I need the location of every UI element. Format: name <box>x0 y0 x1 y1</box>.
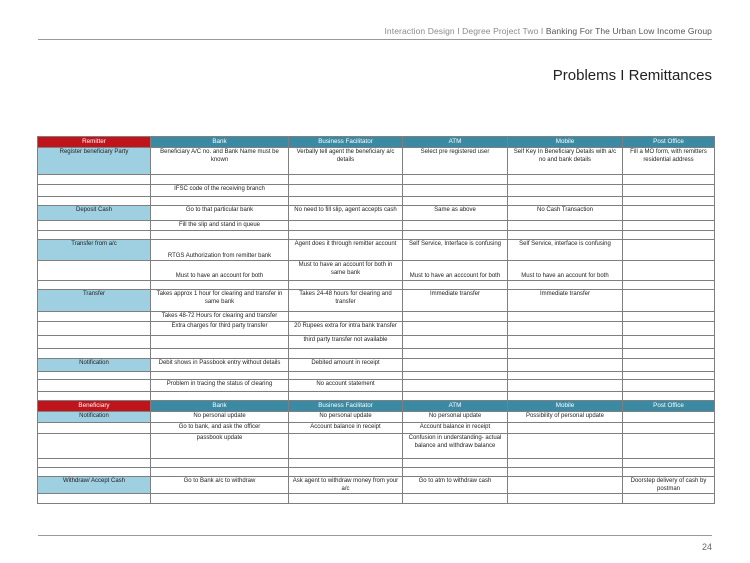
cell-bank: Must to have an account for both <box>151 261 289 281</box>
page-number: 24 <box>701 542 712 552</box>
page-title: Problems I Remittances <box>552 67 712 84</box>
table-row <box>38 423 715 434</box>
cell-mobile <box>508 175 623 185</box>
cell-business-facilitator: Debited amount in receipt <box>289 359 403 372</box>
header-text <box>384 26 712 36</box>
remitter-header-post-office: Post Office <box>623 137 715 148</box>
cell-category: Notification <box>38 359 151 372</box>
cell-atm <box>403 197 508 206</box>
cell-business-facilitator <box>289 494 403 504</box>
cell-atm <box>403 349 508 359</box>
cell-atm: Account balance in receipt <box>403 423 508 434</box>
cell-business-facilitator <box>289 281 403 290</box>
table-row <box>38 392 715 401</box>
cell-business-facilitator: No personal update <box>289 412 403 423</box>
cell-mobile: Self Key In Beneficiary Details with a/c no and bank details <box>508 148 623 175</box>
cell-mobile: Must to have an account for both <box>508 261 623 281</box>
cell-category <box>38 372 151 380</box>
table-row <box>38 185 715 197</box>
table-row <box>38 322 715 336</box>
cell-category <box>38 349 151 359</box>
cell-business-facilitator <box>289 392 403 401</box>
cell-post-office <box>623 197 715 206</box>
cell-post-office <box>623 240 715 261</box>
remitter-header-category: Remitter <box>38 137 151 148</box>
cell-business-facilitator: Takes 24-48 hours for clearing and transfer <box>289 290 403 312</box>
cell-mobile <box>508 312 623 322</box>
cell-category: Transfer from a/c <box>38 240 151 261</box>
cell-mobile <box>508 197 623 206</box>
cell-atm <box>403 336 508 349</box>
cell-mobile <box>508 459 623 468</box>
cell-post-office <box>623 468 715 477</box>
cell-atm <box>403 185 508 197</box>
cell-category <box>38 468 151 477</box>
cell-mobile: Immediate transfer <box>508 290 623 312</box>
cell-bank: Go to bank, and ask the officer <box>151 423 289 434</box>
cell-bank: Extra charges for third party transfer <box>151 322 289 336</box>
remittance-problems-table <box>37 136 715 504</box>
cell-bank <box>151 175 289 185</box>
table-row <box>38 312 715 322</box>
cell-mobile <box>508 185 623 197</box>
cell-atm <box>403 281 508 290</box>
table-row <box>38 206 715 221</box>
cell-atm <box>403 175 508 185</box>
cell-category <box>38 312 151 322</box>
table-row <box>38 494 715 504</box>
cell-atm <box>403 380 508 392</box>
cell-category <box>38 322 151 336</box>
table-row <box>38 359 715 372</box>
cell-bank: Go to Bank a/c to withdraw <box>151 477 289 494</box>
cell-mobile <box>508 380 623 392</box>
cell-business-facilitator <box>289 231 403 240</box>
beneficiary-header-atm: ATM <box>403 401 508 412</box>
cell-bank <box>151 231 289 240</box>
cell-atm <box>403 392 508 401</box>
cell-post-office <box>623 392 715 401</box>
table-row <box>38 349 715 359</box>
cell-business-facilitator <box>289 372 403 380</box>
cell-business-facilitator <box>289 175 403 185</box>
cell-atm <box>403 231 508 240</box>
cell-atm: Confusion in understanding- actual balance and withdraw balance <box>403 434 508 459</box>
cell-post-office <box>623 322 715 336</box>
cell-business-facilitator <box>289 185 403 197</box>
cell-atm: Same as above <box>403 206 508 221</box>
table-row <box>38 468 715 477</box>
cell-bank: Takes 48-72 Hours for clearing and transfer <box>151 312 289 322</box>
cell-atm <box>403 372 508 380</box>
table-row <box>38 148 715 175</box>
cell-atm: Must to have an acccount for both <box>403 261 508 281</box>
cell-post-office <box>623 231 715 240</box>
cell-mobile <box>508 477 623 494</box>
table-row <box>38 261 715 281</box>
cell-mobile: No Cash Transaction <box>508 206 623 221</box>
cell-atm <box>403 312 508 322</box>
cell-atm <box>403 221 508 231</box>
table-row <box>38 412 715 423</box>
cell-bank <box>151 459 289 468</box>
cell-atm <box>403 322 508 336</box>
cell-bank: Problem in tracing the status of clearing <box>151 380 289 392</box>
table-row <box>38 221 715 231</box>
cell-mobile <box>508 322 623 336</box>
remitter-header-atm: ATM <box>403 137 508 148</box>
footer-divider <box>38 535 712 536</box>
table-row <box>38 459 715 468</box>
cell-post-office <box>623 336 715 349</box>
header-prefix: Interaction Design I Degree Project Two I <box>384 26 546 36</box>
cell-bank <box>151 336 289 349</box>
cell-atm: Select pre registered user <box>403 148 508 175</box>
cell-post-office <box>623 372 715 380</box>
cell-business-facilitator: 20 Rupees extra for intra bank transfer <box>289 322 403 336</box>
cell-post-office <box>623 359 715 372</box>
cell-category <box>38 392 151 401</box>
cell-category <box>38 336 151 349</box>
cell-mobile <box>508 349 623 359</box>
cell-post-office <box>623 349 715 359</box>
cell-post-office: Doorstep delivery of cash by postman <box>623 477 715 494</box>
cell-category <box>38 423 151 434</box>
cell-post-office <box>623 281 715 290</box>
cell-bank <box>151 372 289 380</box>
cell-atm: Go to atm to withdraw cash <box>403 477 508 494</box>
header-divider <box>38 39 712 40</box>
cell-business-facilitator <box>289 197 403 206</box>
beneficiary-header-post-office: Post Office <box>623 401 715 412</box>
cell-mobile <box>508 392 623 401</box>
beneficiary-header-business-facilitator: Business Facilitator <box>289 401 403 412</box>
cell-bank <box>151 197 289 206</box>
cell-post-office <box>623 494 715 504</box>
cell-category <box>38 281 151 290</box>
cell-category <box>38 459 151 468</box>
cell-bank: IFSC code of the receiving branch <box>151 185 289 197</box>
cell-category <box>38 197 151 206</box>
cell-category <box>38 380 151 392</box>
cell-mobile: Self Service, interface is confusing <box>508 240 623 261</box>
cell-post-office <box>623 459 715 468</box>
cell-post-office <box>623 206 715 221</box>
cell-business-facilitator: No need to fill slip, agent accepts cash <box>289 206 403 221</box>
cell-mobile <box>508 372 623 380</box>
cell-post-office <box>623 175 715 185</box>
cell-bank: Takes approx 1 hour for clearing and transfer in same bank <box>151 290 289 312</box>
cell-category <box>38 434 151 459</box>
table-row <box>38 336 715 349</box>
remitter-header-row <box>38 137 715 148</box>
cell-mobile <box>508 494 623 504</box>
cell-atm: No personal update <box>403 412 508 423</box>
cell-post-office <box>623 434 715 459</box>
remitter-header-business-facilitator: Business Facilitator <box>289 137 403 148</box>
table-row <box>38 372 715 380</box>
cell-mobile <box>508 468 623 477</box>
cell-business-facilitator: Verbally tell agent the beneficiary a/c details <box>289 148 403 175</box>
cell-bank: No personal update <box>151 412 289 423</box>
cell-atm <box>403 459 508 468</box>
cell-category: Withdraw/ Accept Cash <box>38 477 151 494</box>
table-row <box>38 175 715 185</box>
beneficiary-header-row <box>38 401 715 412</box>
cell-post-office <box>623 221 715 231</box>
cell-business-facilitator <box>289 459 403 468</box>
table-row <box>38 231 715 240</box>
cell-bank: RTGS Authorization from remitter bank <box>151 240 289 261</box>
cell-bank: Go to that particular bank <box>151 206 289 221</box>
cell-post-office <box>623 412 715 423</box>
cell-bank: Beneficiary A/C no. and Bank Name must be known <box>151 148 289 175</box>
cell-business-facilitator: third party transfer not available <box>289 336 403 349</box>
cell-category <box>38 175 151 185</box>
cell-atm: Self Service, Interface is confusing <box>403 240 508 261</box>
page-header <box>0 0 750 40</box>
cell-post-office <box>623 185 715 197</box>
table-row <box>38 434 715 459</box>
cell-business-facilitator <box>289 434 403 459</box>
cell-category <box>38 185 151 197</box>
cell-post-office <box>623 380 715 392</box>
table-row <box>38 380 715 392</box>
table-row <box>38 290 715 312</box>
cell-business-facilitator: Agent does it through remitter account <box>289 240 403 261</box>
remitter-header-bank: Bank <box>151 137 289 148</box>
cell-business-facilitator <box>289 221 403 231</box>
beneficiary-header-bank: Bank <box>151 401 289 412</box>
cell-mobile <box>508 336 623 349</box>
cell-bank <box>151 494 289 504</box>
cell-category <box>38 231 151 240</box>
cell-mobile: Possibility of personal update <box>508 412 623 423</box>
cell-business-facilitator <box>289 349 403 359</box>
cell-post-office <box>623 423 715 434</box>
table-row <box>38 197 715 206</box>
cell-bank <box>151 392 289 401</box>
cell-mobile <box>508 359 623 372</box>
table-row <box>38 477 715 494</box>
cell-bank <box>151 281 289 290</box>
remitter-header-mobile: Mobile <box>508 137 623 148</box>
beneficiary-header-mobile: Mobile <box>508 401 623 412</box>
cell-category <box>38 221 151 231</box>
cell-mobile <box>508 434 623 459</box>
beneficiary-header-category: Beneficiary <box>38 401 151 412</box>
cell-business-facilitator <box>289 312 403 322</box>
cell-category: Register beneficiary Party <box>38 148 151 175</box>
cell-business-facilitator: Account balance in receipt <box>289 423 403 434</box>
cell-atm <box>403 494 508 504</box>
cell-business-facilitator <box>289 468 403 477</box>
cell-bank: passbook update <box>151 434 289 459</box>
cell-business-facilitator: Must to have an account for both in same bank <box>289 261 403 281</box>
cell-business-facilitator: No account statement <box>289 380 403 392</box>
cell-business-facilitator: Ask agent to withdraw money from your a/c <box>289 477 403 494</box>
table-row <box>38 240 715 261</box>
cell-mobile <box>508 231 623 240</box>
cell-category: Transfer <box>38 290 151 312</box>
cell-category: Notification <box>38 412 151 423</box>
cell-atm: Immediate transfer <box>403 290 508 312</box>
cell-post-office <box>623 261 715 281</box>
cell-category <box>38 494 151 504</box>
table-row <box>38 281 715 290</box>
cell-mobile <box>508 281 623 290</box>
header-project-title: Banking For The Urban Low Income Group <box>545 26 712 36</box>
cell-atm <box>403 468 508 477</box>
cell-bank <box>151 468 289 477</box>
cell-mobile <box>508 423 623 434</box>
cell-post-office <box>623 290 715 312</box>
cell-post-office: Fill a MO form, with remitters residential address <box>623 148 715 175</box>
cell-category: Deposit Cash <box>38 206 151 221</box>
cell-mobile <box>508 221 623 231</box>
cell-bank: Debit shows in Passbook entry without details <box>151 359 289 372</box>
cell-bank <box>151 349 289 359</box>
cell-post-office <box>623 312 715 322</box>
cell-atm <box>403 359 508 372</box>
cell-bank: Fill the slip and stand in queue <box>151 221 289 231</box>
cell-category <box>38 261 151 281</box>
